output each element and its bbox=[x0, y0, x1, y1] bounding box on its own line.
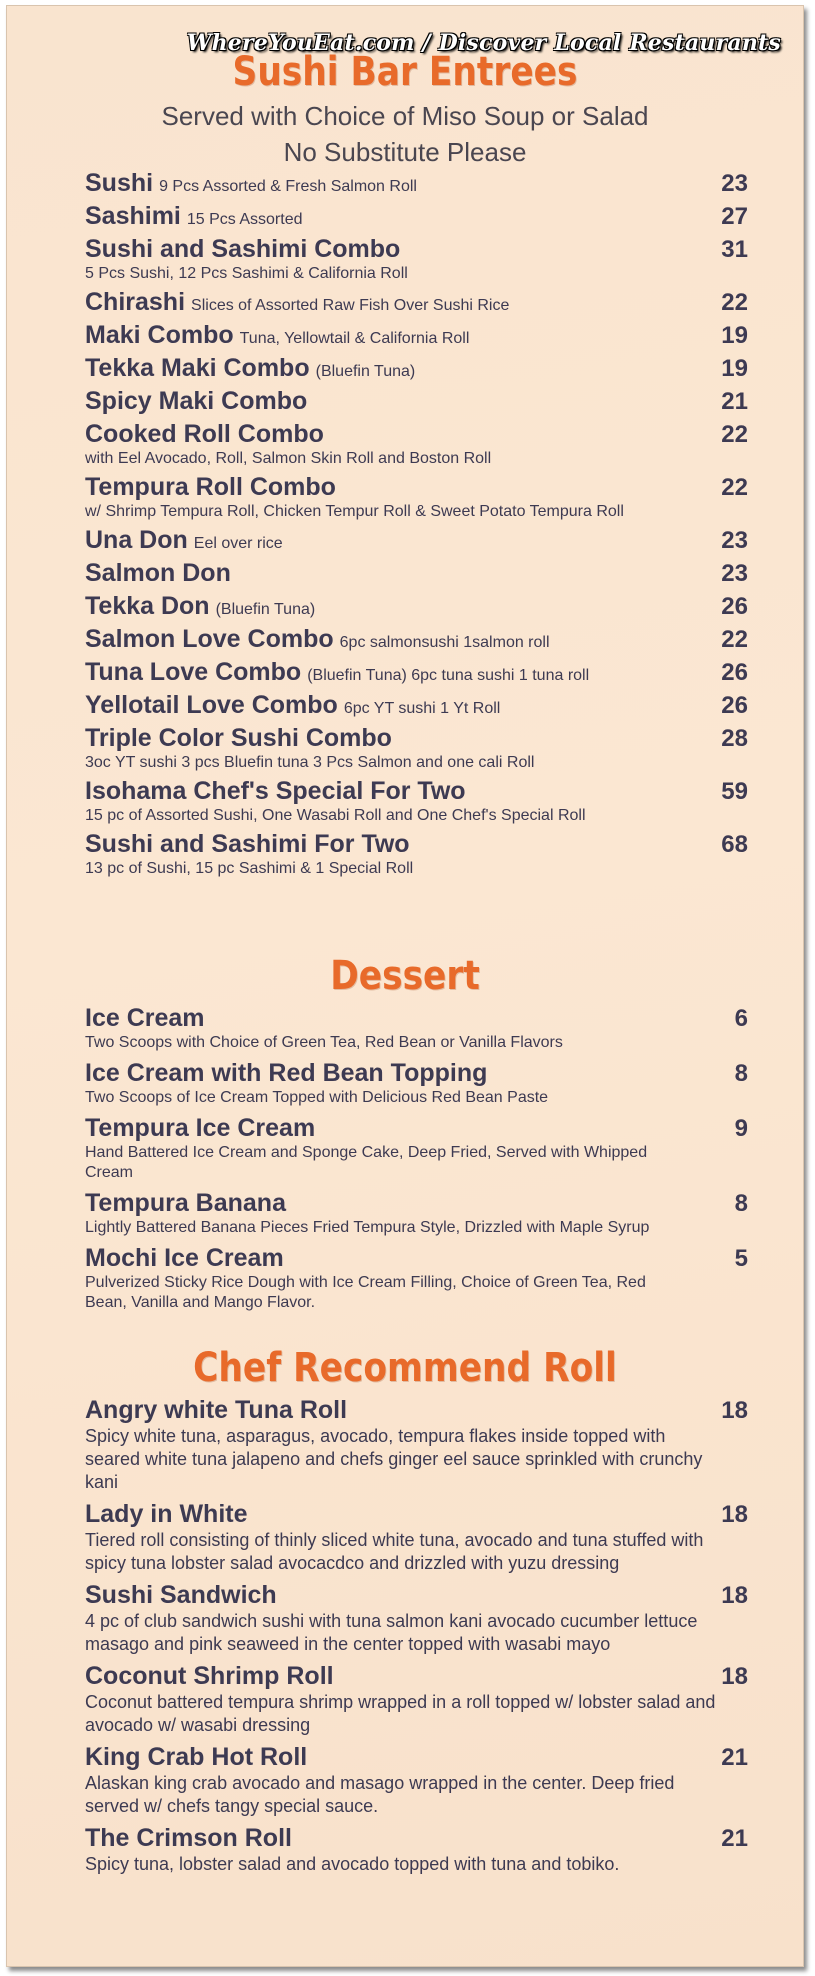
sushi-bar-title: Sushi Bar Entrees bbox=[232, 49, 578, 95]
menu-item-desc: 5 Pcs Sushi, 12 Pcs Sashimi & California Roll bbox=[85, 265, 408, 282]
menu-item-desc: Two Scoops with Choice of Green Tea, Red Bean or Vanilla Flavors bbox=[85, 1034, 563, 1051]
menu-item-inline-desc: Slices of Assorted Raw Fish Over Sushi Rice bbox=[191, 297, 510, 314]
menu-item-price: 5 bbox=[734, 1245, 748, 1272]
menu-item-desc: Hand Battered Ice Cream and Sponge Cake, Deep Fried, Served with Whipped Cream bbox=[85, 1144, 648, 1181]
menu-item bbox=[7, 321, 803, 350]
menu-item bbox=[7, 1189, 803, 1238]
menu-item-name: Coconut Shrimp Roll bbox=[85, 1662, 334, 1690]
menu-item bbox=[7, 202, 803, 231]
menu-item-inline-desc: 15 Pcs Assorted bbox=[186, 211, 303, 228]
menu-item-desc: Spicy white tuna, asparagus, avocado, tempura flakes inside topped with seared white tuna jalapeno and chefs ginger eel sauce sprinkled with crunchy kani bbox=[85, 1426, 703, 1492]
menu-item-row bbox=[85, 559, 748, 588]
menu-item-row bbox=[85, 625, 748, 654]
menu-item-name: Tempura Roll Combo bbox=[85, 473, 336, 501]
menu-item-row bbox=[85, 321, 748, 350]
menu-item-price: 22 bbox=[721, 626, 748, 653]
menu-item bbox=[7, 387, 803, 416]
dessert-title: Dessert bbox=[330, 953, 480, 999]
menu-item-desc: Two Scoops of Ice Cream Topped with Delicious Red Bean Paste bbox=[85, 1089, 549, 1106]
sushi-bar-items bbox=[7, 169, 803, 883]
menu-item bbox=[7, 1244, 803, 1313]
menu-item bbox=[7, 526, 803, 555]
menu-item-row bbox=[85, 658, 748, 687]
menu-item bbox=[7, 1743, 803, 1818]
menu-item-price: 31 bbox=[721, 236, 748, 263]
menu-item-row bbox=[85, 1824, 748, 1853]
menu-item-row bbox=[85, 1662, 748, 1691]
menu-page bbox=[6, 5, 804, 1967]
menu-item-row bbox=[85, 724, 748, 753]
menu-item-name: King Crab Hot Roll bbox=[85, 1743, 308, 1771]
menu-item-name: Salmon Love Combo bbox=[85, 625, 334, 653]
menu-item-price: 18 bbox=[721, 1582, 748, 1609]
menu-item-price: 23 bbox=[721, 170, 748, 197]
menu-item-name: Tuna Love Combo bbox=[85, 658, 302, 686]
menu-item-inline-desc: 6pc YT sushi 1 Yt Roll bbox=[343, 700, 501, 717]
menu-item-row bbox=[85, 1114, 748, 1143]
menu-item-inline-desc: Eel over rice bbox=[193, 535, 283, 552]
menu-item bbox=[7, 235, 803, 284]
menu-item bbox=[7, 288, 803, 317]
menu-item-name: Una Don bbox=[85, 526, 188, 554]
menu-item-price: 59 bbox=[721, 778, 748, 805]
menu-item bbox=[7, 473, 803, 522]
menu-item-price: 18 bbox=[721, 1501, 748, 1528]
menu-item bbox=[7, 658, 803, 687]
menu-item-price: 8 bbox=[734, 1190, 748, 1217]
menu-item-row bbox=[85, 169, 748, 198]
menu-item-row bbox=[85, 1500, 748, 1529]
menu-item-desc: with Eel Avocado, Roll, Salmon Skin Roll and Boston Roll bbox=[85, 450, 492, 467]
menu-item-name: Isohama Chef's Special For Two bbox=[85, 777, 466, 805]
menu-item-desc: Lightly Battered Banana Pieces Fried Tempura Style, Drizzled with Maple Syrup bbox=[85, 1219, 650, 1236]
menu-item-name: Maki Combo bbox=[85, 321, 234, 349]
menu-item-row bbox=[85, 1396, 748, 1425]
menu-item-price: 19 bbox=[721, 322, 748, 349]
menu-item-name: Tempura Banana bbox=[85, 1189, 286, 1217]
menu-item-desc: Alaskan king crab avocado and masago wrapped in the center. Deep fried served w/ chefs tangy special sauce. bbox=[85, 1773, 675, 1816]
menu-item-name: Mochi Ice Cream bbox=[85, 1244, 284, 1272]
menu-item-row bbox=[85, 1004, 748, 1033]
menu-item-price: 21 bbox=[721, 1825, 748, 1852]
menu-item-row bbox=[85, 777, 748, 806]
menu-item-name: Tempura Ice Cream bbox=[85, 1114, 316, 1142]
menu-item-price: 68 bbox=[721, 831, 748, 858]
menu-item-desc: w/ Shrimp Tempura Roll, Chicken Tempur Roll & Sweet Potato Tempura Roll bbox=[85, 503, 624, 520]
menu-item bbox=[7, 420, 803, 469]
menu-item bbox=[7, 625, 803, 654]
dessert-items bbox=[7, 1004, 803, 1319]
menu-item bbox=[7, 1662, 803, 1737]
menu-item bbox=[7, 1004, 803, 1053]
menu-item-row bbox=[85, 420, 748, 449]
menu-item-name: Salmon Don bbox=[85, 559, 231, 587]
menu-item-name: Sushi and Sashimi For Two bbox=[85, 830, 410, 858]
menu-item-price: 22 bbox=[721, 474, 748, 501]
menu-item bbox=[7, 1114, 803, 1183]
menu-item-price: 28 bbox=[721, 725, 748, 752]
menu-item-row bbox=[85, 387, 748, 416]
menu-item-price: 23 bbox=[721, 560, 748, 587]
menu-item-name: Sashimi bbox=[85, 202, 181, 230]
menu-item bbox=[7, 724, 803, 773]
menu-item-name: Tekka Don bbox=[85, 592, 210, 620]
menu-item-name: Sushi Sandwich bbox=[85, 1581, 277, 1609]
menu-item-name: The Crimson Roll bbox=[85, 1824, 292, 1852]
menu-item-name: Ice Cream bbox=[85, 1004, 205, 1032]
menu-item-row bbox=[85, 235, 748, 264]
menu-item-price: 26 bbox=[721, 659, 748, 686]
menu-item-row bbox=[85, 1581, 748, 1610]
site-watermark: WhereYouEat.com / Discover Local Restaurants bbox=[186, 30, 781, 56]
menu-item-inline-desc: 9 Pcs Assorted & Fresh Salmon Roll bbox=[159, 178, 417, 195]
sushi-bar-subtitle-1: Served with Choice of Miso Soup or Salad bbox=[161, 101, 649, 131]
menu-item-row bbox=[85, 526, 748, 555]
menu-item bbox=[7, 1059, 803, 1108]
menu-item-inline-desc: (Bluefin Tuna) 6pc tuna sushi 1 tuna roll bbox=[307, 667, 590, 684]
menu-item-desc: Coconut battered tempura shrimp wrapped in a roll topped w/ lobster salad and avocado w/ wasabi dressing bbox=[85, 1692, 716, 1735]
menu-item-inline-desc: 6pc salmonsushi 1salmon roll bbox=[339, 634, 550, 651]
menu-item-row bbox=[85, 592, 748, 621]
menu-item-price: 6 bbox=[734, 1005, 748, 1032]
menu-item-price: 18 bbox=[721, 1663, 748, 1690]
menu-item-name: Spicy Maki Combo bbox=[85, 387, 308, 415]
menu-item-price: 26 bbox=[721, 692, 748, 719]
menu-item-row bbox=[85, 830, 748, 859]
sushi-bar-subtitle-2: No Substitute Please bbox=[283, 137, 527, 167]
menu-item-price: 23 bbox=[721, 527, 748, 554]
menu-item-name: Ice Cream with Red Bean Topping bbox=[85, 1059, 488, 1087]
menu-item bbox=[7, 559, 803, 588]
menu-item bbox=[7, 1581, 803, 1656]
menu-item bbox=[7, 354, 803, 383]
menu-item bbox=[7, 169, 803, 198]
menu-item bbox=[7, 1824, 803, 1876]
menu-item-row bbox=[85, 354, 748, 383]
chef-roll-items bbox=[7, 1396, 803, 1882]
menu-item-name: Cooked Roll Combo bbox=[85, 420, 324, 448]
menu-item bbox=[7, 1500, 803, 1575]
menu-item-name: Sushi and Sashimi Combo bbox=[85, 235, 401, 263]
menu-item bbox=[7, 592, 803, 621]
menu-item bbox=[7, 1396, 803, 1494]
menu-item-desc: Tiered roll consisting of thinly sliced white tuna, avocado and tuna stuffed with spicy tuna lobster salad avocacdco and drizzled with yuzu dressing bbox=[85, 1530, 704, 1573]
menu-item-price: 19 bbox=[721, 355, 748, 382]
menu-item-desc: 4 pc of club sandwich sushi with tuna salmon kani avocado cucumber lettuce masago and pink seaweed in the center topped with wasabi mayo bbox=[85, 1611, 698, 1654]
menu-item-desc: 15 pc of Assorted Sushi, One Wasabi Roll and One Chef's Special Roll bbox=[85, 807, 586, 824]
menu-item-name: Angry white Tuna Roll bbox=[85, 1396, 348, 1424]
menu-item-name: Lady in White bbox=[85, 1500, 248, 1528]
menu-item-inline-desc: (Bluefin Tuna) bbox=[215, 601, 316, 618]
menu-item-name: Chirashi bbox=[85, 288, 186, 316]
menu-item-inline-desc: (Bluefin Tuna) bbox=[315, 363, 416, 380]
menu-item-row bbox=[85, 1059, 748, 1088]
menu-item-row bbox=[85, 473, 748, 502]
menu-item-desc: Spicy tuna, lobster salad and avocado topped with tuna and tobiko. bbox=[85, 1854, 620, 1874]
menu-item-inline-desc: Tuna, Yellowtail & California Roll bbox=[239, 330, 470, 347]
menu-item-desc: 3oc YT sushi 3 pcs Bluefin tuna 3 Pcs Salmon and one cali Roll bbox=[85, 754, 535, 771]
menu-item-price: 22 bbox=[721, 421, 748, 448]
menu-item-price: 8 bbox=[734, 1060, 748, 1087]
menu-item-row bbox=[85, 1189, 748, 1218]
menu-item-name: Sushi bbox=[85, 169, 154, 197]
menu-item-price: 21 bbox=[721, 1744, 748, 1771]
menu-item-row bbox=[85, 202, 748, 231]
menu-item-desc: Pulverized Sticky Rice Dough with Ice Cream Filling, Choice of Green Tea, Red Bean, Vanilla and Mango Flavor. bbox=[85, 1274, 646, 1311]
menu-item-row bbox=[85, 691, 748, 720]
menu-item-row bbox=[85, 288, 748, 317]
menu-item bbox=[7, 777, 803, 826]
menu-item-row bbox=[85, 1743, 748, 1772]
menu-item-price: 9 bbox=[734, 1115, 748, 1142]
menu-item-name: Tekka Maki Combo bbox=[85, 354, 310, 382]
menu-item-price: 27 bbox=[721, 203, 748, 230]
menu-item-price: 18 bbox=[721, 1397, 748, 1424]
menu-item-price: 22 bbox=[721, 289, 748, 316]
menu-item-name: Triple Color Sushi Combo bbox=[85, 724, 392, 752]
chef-roll-title: Chef Recommend Roll bbox=[193, 1345, 617, 1391]
menu-item-row bbox=[85, 1244, 748, 1273]
menu-item bbox=[7, 691, 803, 720]
menu-item-price: 26 bbox=[721, 593, 748, 620]
sushi-bar-section bbox=[7, 49, 803, 170]
menu-item bbox=[7, 830, 803, 879]
menu-item-price: 21 bbox=[721, 388, 748, 415]
menu-item-desc: 13 pc of Sushi, 15 pc Sashimi & 1 Special Roll bbox=[85, 860, 414, 877]
menu-item-name: Yellotail Love Combo bbox=[85, 691, 338, 719]
